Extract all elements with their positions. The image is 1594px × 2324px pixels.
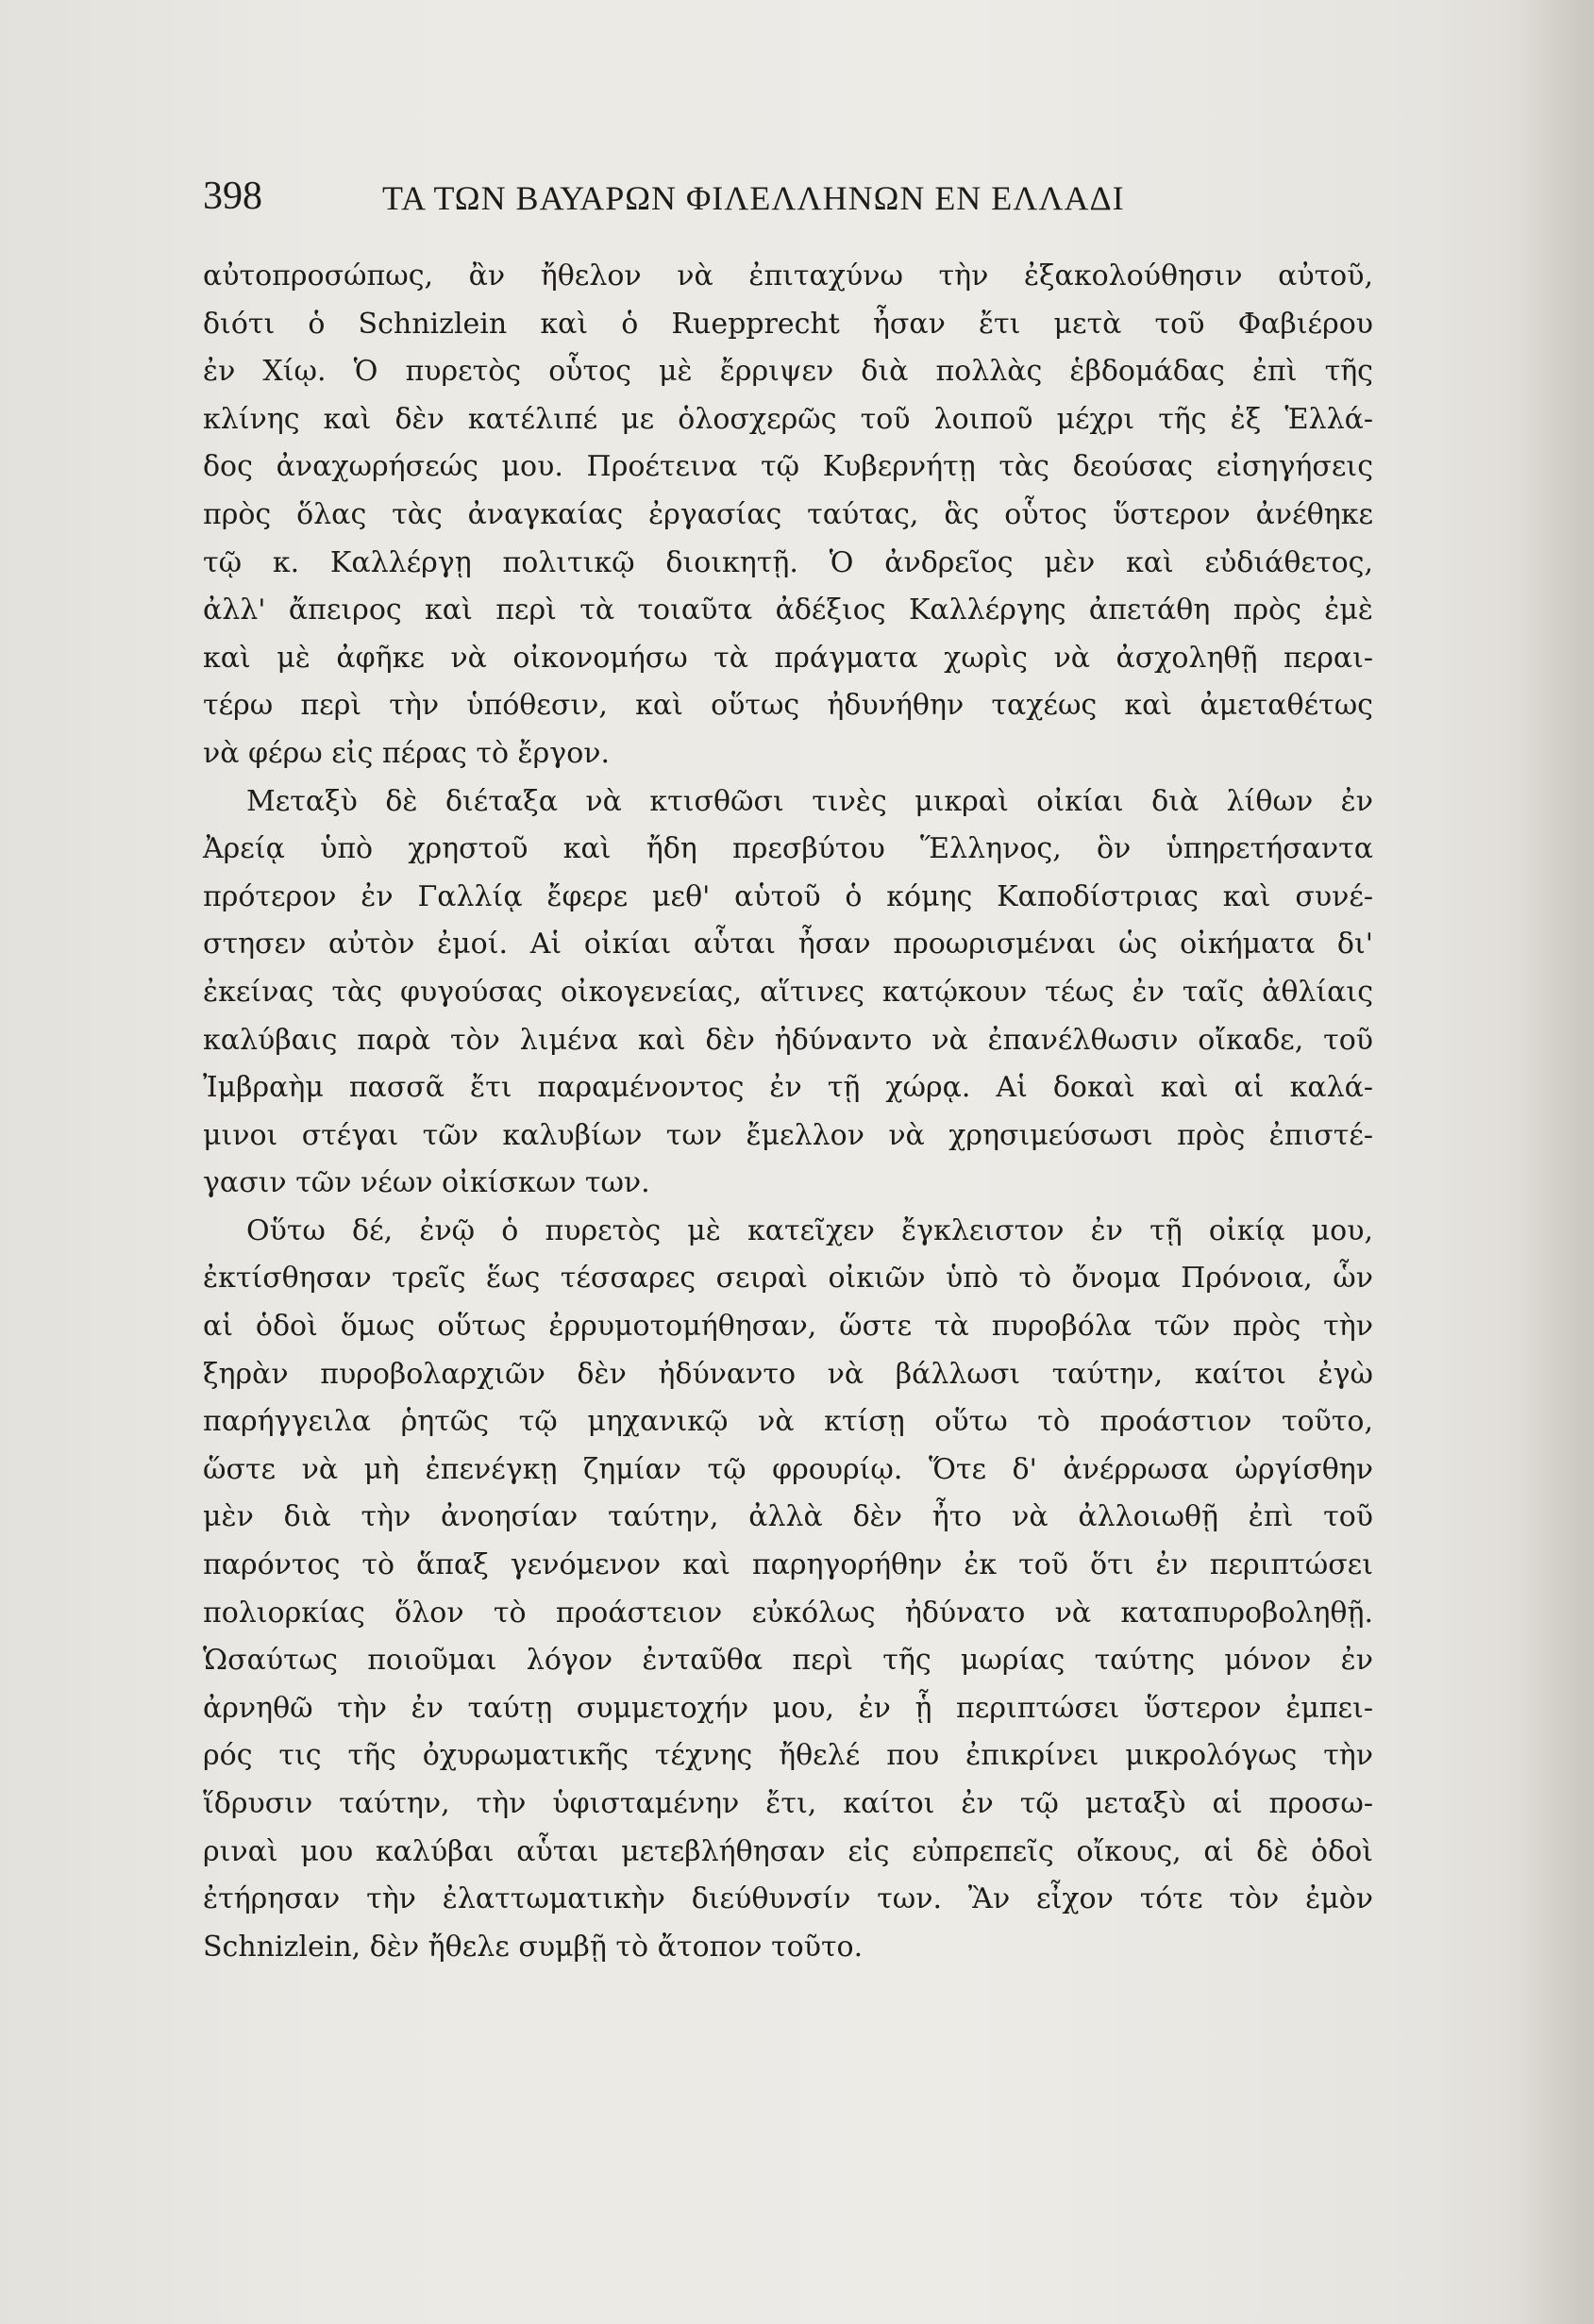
text-line: καὶ μὲ ἀφῆκε νὰ οἰκονομήσω τὰ πράγματα χωρὶς νὰ ἀσχοληθῇ περαι- — [203, 641, 1373, 675]
text-line: Ὡσαύτως ποιοῦμαι λόγον ἐνταῦθα περὶ τῆς μωρίας ταύτης μόνον ἐν — [203, 1644, 1373, 1678]
text-line: ἐτήρησαν τὴν ἐλαττωματικὴν διεύθυνσίν των. Ἂν εἶχον τότε τὸν ἐμὸν — [203, 1882, 1373, 1916]
text-line: Ἰμβραὴμ πασσᾶ ἔτι παραμένοντος ἐν τῇ χώρᾳ. Αἱ δοκαὶ καὶ αἱ καλά- — [203, 1071, 1373, 1105]
text-line: κλίνης καὶ δὲν κατέλιπέ με ὁλοσχερῶς τοῦ λοιποῦ μέχρι τῆς ἐξ Ἑλλά- — [203, 402, 1373, 436]
text-line: ξηρὰν πυροβολαρχιῶν δὲν ἠδύναντο νὰ βάλλωσι ταύτην, καίτοι ἐγὼ — [203, 1357, 1373, 1391]
text-line: μινοι στέγαι τῶν καλυβίων των ἔμελλον νὰ χρησιμεύσωσι πρὸς ἐπιστέ- — [203, 1118, 1373, 1152]
text-line: Οὕτω δέ, ἐνῷ ὁ πυρετὸς μὲ κατεῖχεν ἔγκλειστον ἐν τῇ οἰκίᾳ μου, — [246, 1213, 1373, 1247]
text-line: ἐκτίσθησαν τρεῖς ἕως τέσσαρες σειραὶ οἰκιῶν ὑπὸ τὸ ὄνομα Πρόνοια, ὧν — [203, 1262, 1373, 1296]
text-line: τῷ κ. Καλλέργῃ πολιτικῷ διοικητῇ. Ὁ ἀνδρεῖος μὲν καὶ εὐδιάθετος, — [203, 545, 1373, 579]
page-gutter-shadow — [1518, 0, 1594, 2324]
text-line: καλύβαις παρὰ τὸν λιμένα καὶ δὲν ἠδύναντο νὰ ἐπανέλθωσιν οἴκαδε, τοῦ — [203, 1023, 1373, 1057]
text-line: αὐτοπροσώπως, ἂν ἤθελον νὰ ἐπιταχύνω τὴν ἐξακολούθησιν αὐτοῦ, — [203, 259, 1373, 293]
body-text — [203, 253, 1373, 1971]
text-line: ἀρνηθῶ τὴν ἐν ταύτῃ συμμετοχήν μου, ἐν ᾗ περιπτώσει ὕστερον ἐμπει- — [203, 1691, 1373, 1725]
text-line: Schnizlein, δὲν ἤθελε συμβῇ τὸ ἄτοπον τοῦτο. — [203, 1930, 864, 1964]
text-line: στησεν αὐτὸν ἐμοί. Αἱ οἰκίαι αὗται ἦσαν προωρισμέναι ὡς οἰκήματα δι' — [203, 928, 1373, 961]
running-title: ΤΑ ΤΩΝ ΒΑΥΑΡΩΝ ΦΙΛΕΛΛΗΝΩΝ ΕΝ ΕΛΛΑΔΙ — [382, 179, 1125, 217]
text-line: αἱ ὁδοὶ ὅμως οὕτως ἐρρυμοτομήθησαν, ὥστε τὰ πυροβόλα τῶν πρὸς τὴν — [203, 1310, 1373, 1344]
text-line: νὰ φέρω εἰς πέρας τὸ ἔργον. — [203, 736, 611, 770]
text-line: γασιν τῶν νέων οἰκίσκων των. — [203, 1166, 650, 1200]
text-line: πολιορκίας ὅλον τὸ προάστειον εὐκόλως ἠδύνατο νὰ καταπυροβοληθῇ. — [203, 1596, 1373, 1630]
text-line: παρόντος τὸ ἅπαξ γενόμενον καὶ παρηγορήθην ἐκ τοῦ ὅτι ἐν περιπτώσει — [203, 1548, 1373, 1582]
text-line: ἀλλ' ἄπειρος καὶ περὶ τὰ τοιαῦτα ἀδέξιος Καλλέργης ἀπετάθη πρὸς ἐμὲ — [203, 594, 1373, 627]
text-line: ἵδρυσιν ταύτην, τὴν ὑφισταμένην ἔτι, καίτοι ἐν τῷ μεταξὺ αἱ προσω- — [203, 1787, 1373, 1820]
text-line: ὥστε νὰ μὴ ἐπενέγκῃ ζημίαν τῷ φρουρίῳ. Ὅτε δ' ἀνέρρωσα ὠργίσθην — [203, 1452, 1373, 1486]
text-line: ἐκείνας τὰς φυγούσας οἰκογενείας, αἵτινες κατῴκουν τέως ἐν ταῖς ἀθλίαις — [203, 975, 1373, 1009]
text-line: πρότερον ἐν Γαλλίᾳ ἔφερε μεθ' αὑτοῦ ὁ κόμης Καποδίστριας καὶ συνέ- — [203, 879, 1373, 913]
text-line: Μεταξὺ δὲ διέταξα νὰ κτισθῶσι τινὲς μικραὶ οἰκίαι διὰ λίθων ἐν — [246, 784, 1373, 818]
text-line: ἐν Χίῳ. Ὁ πυρετὸς οὗτος μὲ ἔρριψεν διὰ πολλὰς ἑβδομάδας ἐπὶ τῆς — [203, 355, 1373, 389]
text-line: διότι ὁ Schnizlein καὶ ὁ Ruepprecht ἦσαν ἔτι μετὰ τοῦ Φαβιέρου — [203, 307, 1373, 341]
text-line: μὲν διὰ τὴν ἀνοησίαν ταύτην, ἀλλὰ δὲν ἦτο νὰ ἀλλοιωθῇ ἐπὶ τοῦ — [203, 1500, 1373, 1534]
text-line: Ἀρείᾳ ὑπὸ χρηστοῦ καὶ ἤδη πρεσβύτου Ἕλληνος, ὃν ὑπηρετήσαντα — [203, 832, 1373, 866]
page-number: 398 — [203, 175, 262, 218]
text-line: ρός τις τῆς ὀχυρωματικῆς τέχνης ἤθελέ που ἐπικρίνει μικρολόγως τὴν — [203, 1739, 1373, 1773]
text-line: ριναὶ μου καλύβαι αὗται μετεβλήθησαν εἰς εὐπρεπεῖς οἴκους, αἱ δὲ ὁδοὶ — [203, 1834, 1373, 1868]
text-line: δος ἀναχωρήσεώς μου. Προέτεινα τῷ Κυβερνήτῃ τὰς δεούσας εἰσηγήσεις — [203, 450, 1373, 484]
text-line: τέρω περὶ τὴν ὑπόθεσιν, καὶ οὕτως ἠδυνήθην ταχέως καὶ ἀμεταθέτως — [203, 689, 1373, 723]
text-line: πρὸς ὅλας τὰς ἀναγκαίας ἐργασίας ταύτας, ἃς οὗτος ὕστερον ἀνέθηκε — [203, 497, 1373, 531]
text-line: παρήγγειλα ῥητῶς τῷ μηχανικῷ νὰ κτίσῃ οὕτω τὸ προάστιον τοῦτο, — [203, 1405, 1373, 1439]
page-header — [203, 168, 1241, 225]
